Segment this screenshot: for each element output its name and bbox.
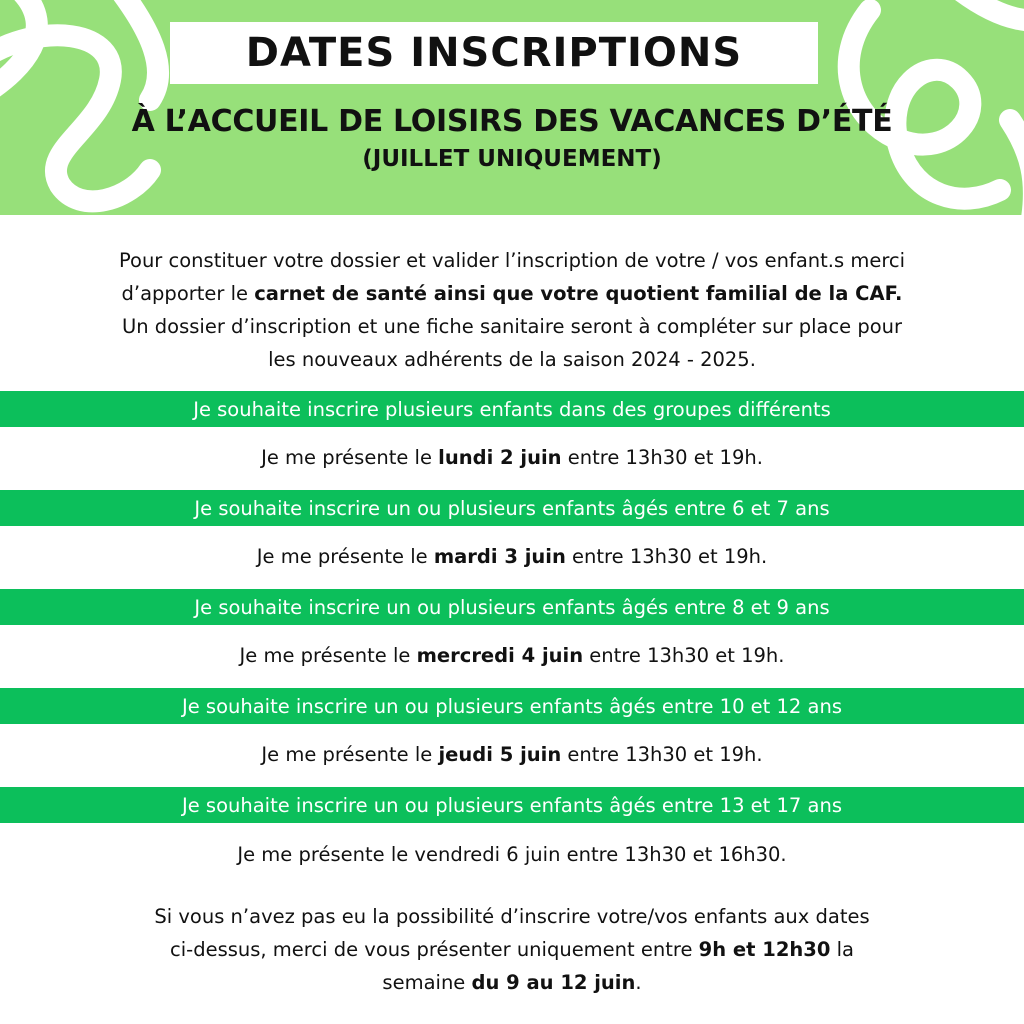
- session-date-4: [0, 743, 1024, 766]
- footer-line-3-dates: du 9 au 12 juin: [471, 971, 636, 994]
- session-date-1: [0, 446, 1024, 469]
- session-date-2: [0, 545, 1024, 568]
- session-date-2-day: mardi 3 juin: [433, 545, 566, 568]
- footer-line-3-end: .: [635, 971, 642, 994]
- session-date-4-post: entre 13h30 et 19h.: [561, 743, 763, 766]
- session-date-2-pre: Je me présente le: [256, 545, 434, 568]
- intro-paragraph: [40, 244, 984, 376]
- intro-line-2: [40, 277, 984, 310]
- session-date-1-day: lundi 2 juin: [438, 446, 562, 469]
- session-date-4-pre: Je me présente le: [261, 743, 439, 766]
- footer-line-1: Si vous n’avez pas eu la possibilité d’inscrire votre/vos enfants aux dates: [154, 905, 870, 928]
- page-subtitle: À L’ACCUEIL DE LOISIRS DES VACANCES D’ÉTÉ: [131, 104, 893, 139]
- session-date-3-day: mercredi 4 juin: [416, 644, 584, 667]
- intro-line-3: Un dossier d’inscription et une fiche sanitaire seront à compléter sur place pour: [121, 315, 903, 338]
- session-heading-5: Je souhaite inscrire un ou plusieurs enfants âgés entre 13 et 17 ans: [0, 787, 1024, 823]
- session-date-3-post: entre 13h30 et 19h.: [583, 644, 785, 667]
- footer-line-2: [80, 933, 944, 966]
- intro-line-2-bold: carnet de santé ainsi que votre quotient familial de la CAF.: [254, 282, 903, 305]
- intro-line-1: Pour constituer votre dossier et valider l’inscription de votre / vos enfant.s merci: [118, 249, 906, 272]
- session-date-1-post: entre 13h30 et 19h.: [561, 446, 763, 469]
- footer-line-2-end: la: [830, 938, 854, 961]
- footer-line-3-text: semaine: [382, 971, 472, 994]
- session-date-4-day: jeudi 5 juin: [438, 743, 562, 766]
- footer-line-2-text: ci-dessus, merci de vous présenter uniquement entre: [170, 938, 699, 961]
- session-heading-4: Je souhaite inscrire un ou plusieurs enfants âgés entre 10 et 12 ans: [0, 688, 1024, 724]
- intro-line-2-text: d’apporter le: [121, 282, 255, 305]
- title-box: [170, 22, 818, 84]
- intro-line-4: les nouveaux adhérents de la saison 2024 - 2025.: [268, 348, 756, 371]
- footer-line-2-hours: 9h et 12h30: [698, 938, 831, 961]
- session-date-3: [0, 644, 1024, 667]
- footer-note: [80, 900, 944, 999]
- page-title: DATES INSCRIPTIONS: [245, 30, 743, 76]
- session-date-3-pre: Je me présente le: [239, 644, 417, 667]
- footer-line-3: [80, 966, 944, 999]
- subtitle-note: (JUILLET UNIQUEMENT): [362, 146, 662, 172]
- header-banner: [0, 0, 1024, 215]
- session-heading-3: Je souhaite inscrire un ou plusieurs enfants âgés entre 8 et 9 ans: [0, 589, 1024, 625]
- session-date-2-post: entre 13h30 et 19h.: [565, 545, 768, 568]
- session-heading-2: Je souhaite inscrire un ou plusieurs enfants âgés entre 6 et 7 ans: [0, 490, 1024, 526]
- session-date-5: Je me présente le vendredi 6 juin entre 13h30 et 16h30.: [237, 843, 787, 866]
- session-date-1-pre: Je me présente le: [261, 446, 439, 469]
- session-heading-1: Je souhaite inscrire plusieurs enfants dans des groupes différents: [0, 391, 1024, 427]
